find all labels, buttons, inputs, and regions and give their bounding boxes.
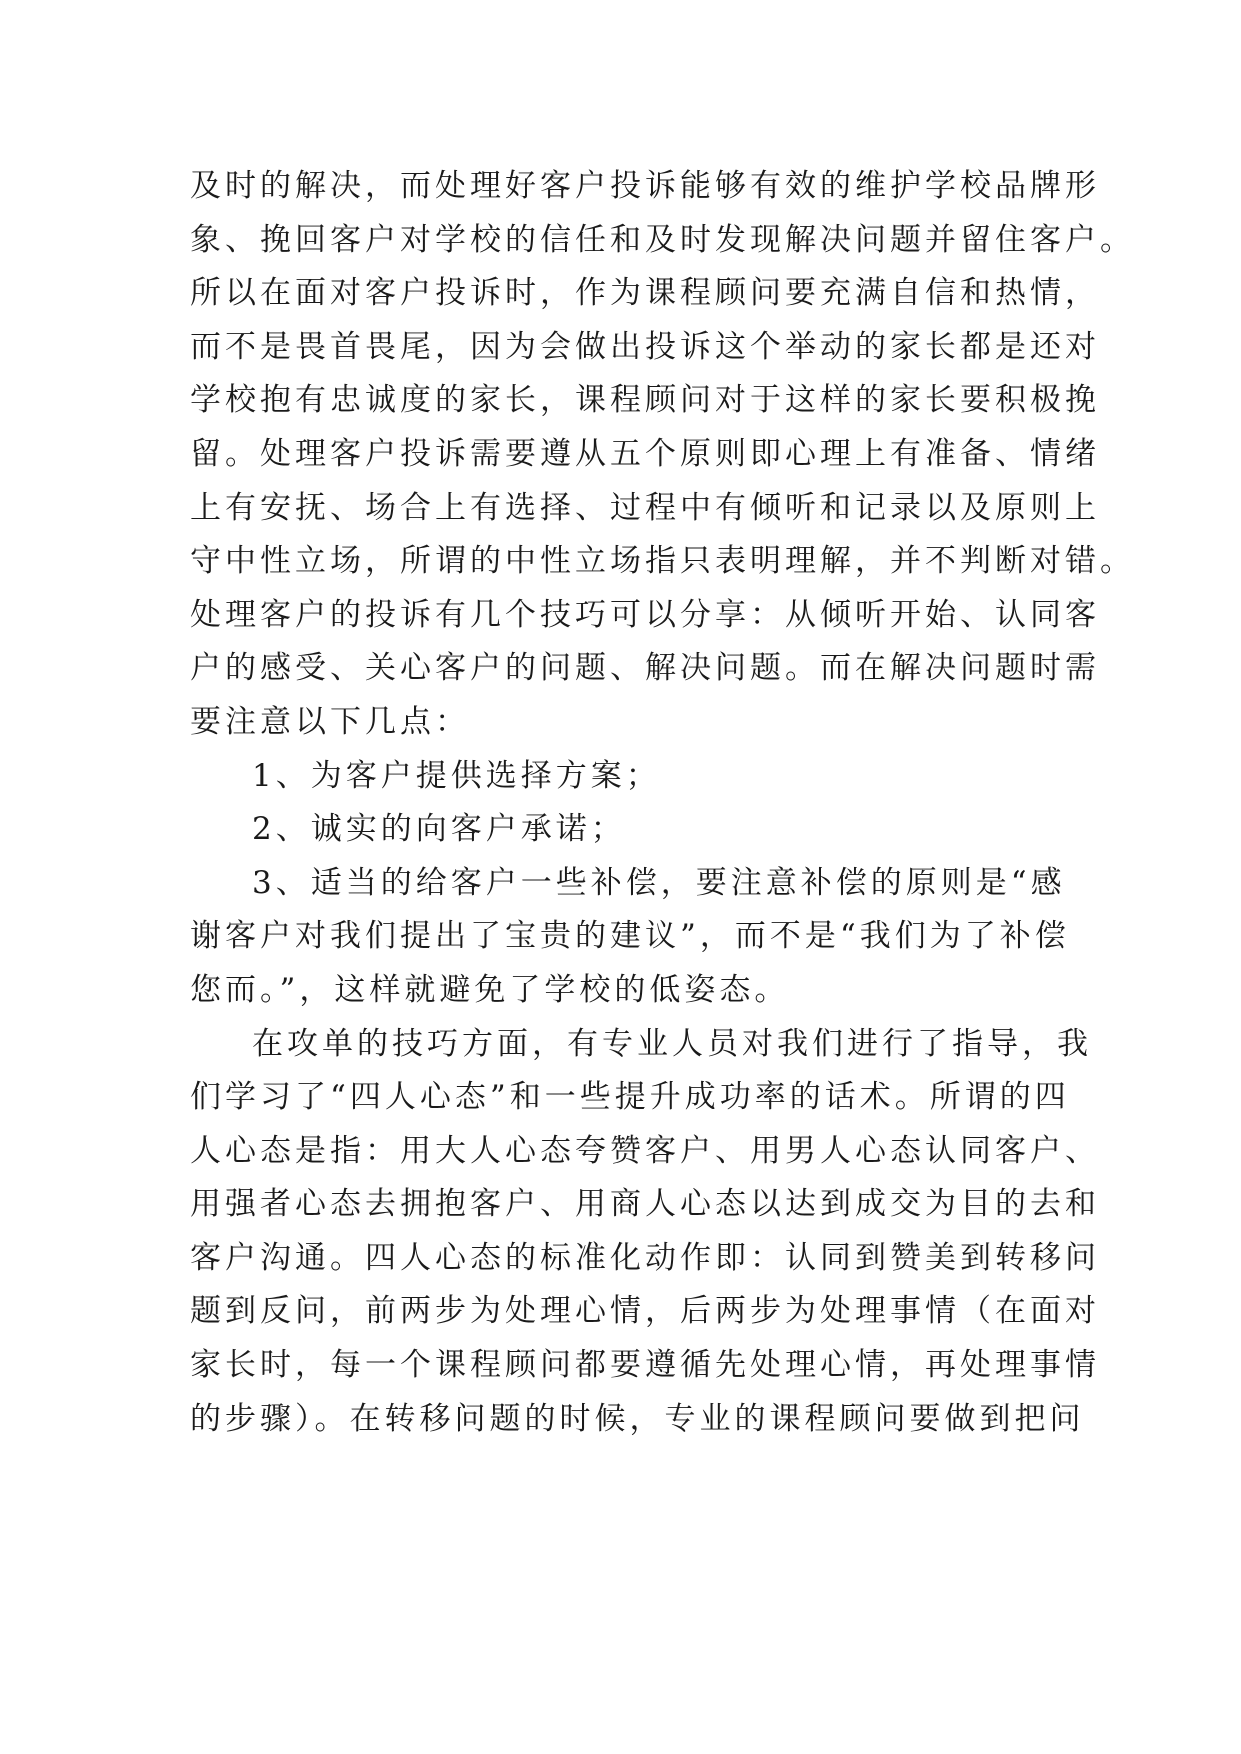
text-line: 的步骤）。在转移问题的时候，专业的课程顾问要做到把问 [190, 1400, 1085, 1437]
text-line: 您而。”，这样就避免了学校的低姿态。 [190, 971, 790, 1008]
paragraph-start: 在攻单的技巧方面，有专业人员对我们进行了指导，我 [252, 1025, 1092, 1062]
text-line: 题到反问，前两步为处理心情，后两步为处理事情（在面对 [190, 1293, 1100, 1330]
list-item: 2、诚实的向客户承诺； [252, 811, 626, 848]
text-line: 们学习了“四人心态”和一些提升成功率的话术。所谓的四 [190, 1079, 1070, 1116]
text-line: 户的感受、关心客户的问题、解决问题。而在解决问题时需 [190, 650, 1100, 687]
text-line: 象、挽回客户对学校的信任和及时发现解决问题并留住客户。 [190, 221, 1135, 258]
text-line: 处理客户的投诉有几个技巧可以分享：从倾听开始、认同客 [190, 596, 1100, 633]
text-line: 及时的解决，而处理好客户投诉能够有效的维护学校品牌形 [190, 168, 1100, 204]
text-line: 而不是畏首畏尾，因为会做出投诉这个举动的家长都是还对 [190, 328, 1100, 365]
text-line: 家长时，每一个课程顾问都要遵循先处理心情，再处理事情 [190, 1347, 1100, 1384]
text-line: 人心态是指：用大人心态夸赞客户、用男人心态认同客户、 [190, 1132, 1100, 1169]
text-line: 用强者心态去拥抱客户、用商人心态以达到成交为目的去和 [190, 1186, 1100, 1223]
list-item: 1、为客户提供选择方案； [252, 757, 661, 794]
text-line: 客户沟通。四人心态的标准化动作即：认同到赞美到转移问 [190, 1239, 1100, 1276]
text-line: 所以在面对客户投诉时，作为课程顾问要充满自信和热情， [190, 275, 1100, 312]
text-line: 要注意以下几点： [190, 703, 470, 740]
text-line: 谢客户对我们提出了宝贵的建议”，而不是“我们为了补偿 [190, 918, 1070, 955]
text-line: 留。处理客户投诉需要遵从五个原则即心理上有准备、情绪 [190, 435, 1100, 472]
body-text [190, 160, 1135, 1446]
text-line: 守中性立场，所谓的中性立场指只表明理解，并不判断对错。 [190, 543, 1135, 580]
text-line: 上有安抚、场合上有选择、过程中有倾听和记录以及原则上 [190, 489, 1100, 526]
list-item: 3、适当的给客户一些补偿，要注意补偿的原则是“感 [252, 864, 1066, 901]
text-line: 学校抱有忠诚度的家长，课程顾问对于这样的家长要积极挽 [190, 382, 1100, 419]
